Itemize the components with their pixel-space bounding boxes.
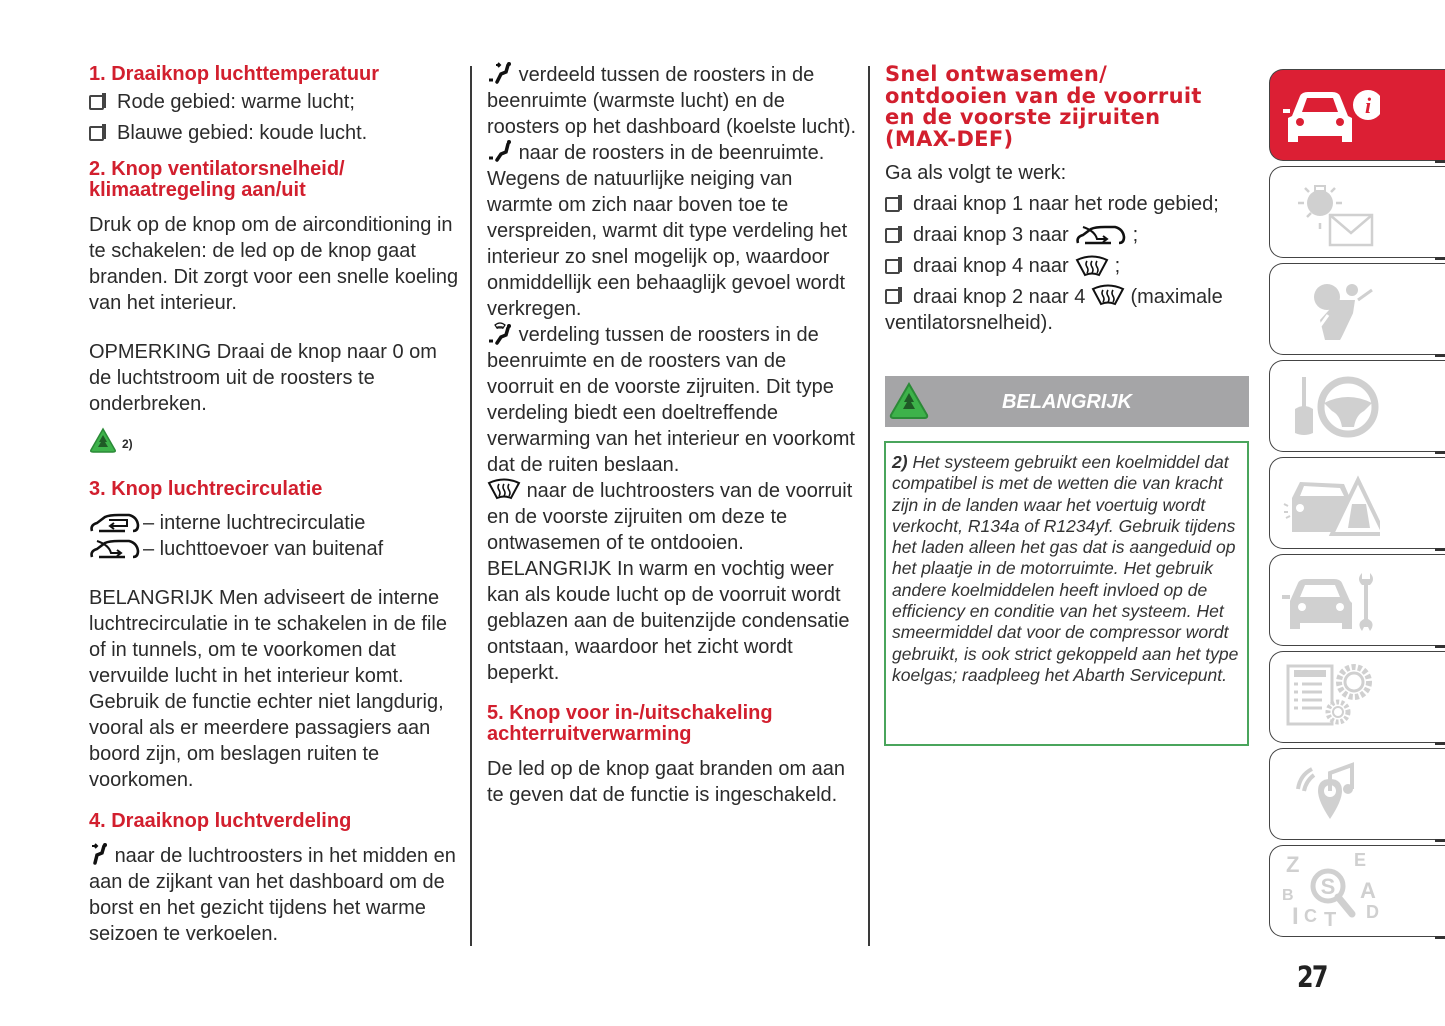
banner-title: BELANGRIJK [1001,391,1132,413]
section-heading: 4. Draaiknop luchtverdeling [89,810,352,832]
checkbox-bullet-icon [89,126,104,141]
section-heading: 3. Knop luchtrecirculatie [89,478,323,500]
note-paragraph: OPMERKING Draai de knop naar 0 om de luchtstroom uit de roosters te onderbreken. [89,341,437,415]
list-item: draai knop 4 naar ; [885,253,1251,279]
important-paragraph: BELANGRIJK Men adviseert de interne luchtrecirculatie in te schakelen in de file of in tunnels, om te voorkomen dat vervuilde lucht in het interieur komt. Gebruik de functie echter niet langdurig, vooral als er meerdere passagiers aan boord zijn, om beslagen ruiten te voorkomen. [89,587,447,791]
tab-dashboard-lights[interactable] [1269,166,1445,258]
tab-car-info[interactable] [1269,69,1445,161]
tab-technical-data[interactable] [1269,651,1445,743]
section-heading: 1. Draaiknop luchttemperatuur [89,63,380,85]
list-item: – interne luchtrecirculatie [89,510,459,536]
tab-starting-driving[interactable] [1269,360,1445,452]
checkbox-bullet-icon [885,197,900,212]
face-feet-vent-icon [487,62,513,84]
paragraph: verdeeld tussen de roosters in de beenruimte (warmste lucht) en de roosters op het dashboard (koelste lucht). [487,62,857,140]
column-3 [885,62,1251,336]
checkbox-bullet-icon [885,228,900,243]
paragraph: Ga als volgt te werk: [885,162,1067,184]
warning-light-message-icon [1280,173,1380,253]
column-divider [868,66,870,946]
important-paragraph: BELANGRIJK In warm en vochtig weer kan als koude lucht op de voorruit wordt geblazen aan de buitenzijde condensatie ontstaan, waardoor het zicht wordt beperkt. [487,558,850,684]
note-text: 2) Het systeem gebruikt een koelmiddel dat compatibel is met de wetten die van kracht zijn in de landen waar het voertuig wordt verkocht, R134a of R1234yf. Gebruik tijdens het laden alleen het gas dat is aangeduid op het plaatje in de motorruimte. Het gebruik andere koelmiddelen heeft invloed op de efficiency en conditie van het systeem. Het smeermiddel dat voor de compressor wordt gebruikt, is ook strict gekoppeld aan het type koelgas; raadpleeg het Abarth Servicepunt. [892,452,1239,685]
windscreen-defrost-icon [487,478,521,500]
warning-reference: 2) [89,427,459,453]
feet-vent-icon [487,140,513,162]
paragraph: Druk op de knop om de airconditioning in te schakelen: de led op de knop gaat branden. Dit zorgt voor een snelle koeling van het interieur. [89,214,459,314]
svg-text:B: B [1282,887,1294,904]
checkbox-bullet-icon [885,289,900,304]
alphabet-search-icon [1280,852,1380,932]
section-heading: Snel ontwasemen/ ontdooien van de voorruit en de voorste zijruiten (MAX-DEF) [885,62,1202,151]
tab-maintenance[interactable] [1269,554,1445,646]
airbag-seatbelt-icon [1280,270,1380,350]
page-number: 27 [1297,960,1327,994]
svg-text:E: E [1354,852,1367,870]
svg-text:T: T [1324,909,1337,927]
column-2 [487,62,857,808]
checkbox-bullet-icon [89,95,104,110]
car-info-icon [1280,76,1380,156]
column-1 [89,62,459,947]
list-gears-icon [1280,658,1380,738]
paragraph: naar de luchtroosters in het midden en aan de zijkant van het dashboard om de borst en het gezicht tijdens het warme seizoen te verkoelen. [89,843,459,947]
tab-index[interactable] [1269,845,1445,937]
recirculation-icon [89,511,141,535]
section-heading: 5. Knop voor in-/uitschakeling achterruitverwarming [487,702,773,745]
svg-text:I: I [1292,903,1299,927]
accident-warning-icon [1280,464,1380,544]
outside-air-icon [89,537,141,561]
paragraph: naar de luchtroosters van de voorruit en de voorste zijruiten om deze te ontwasemen of te ontdooien. [487,478,857,556]
windscreen-defrost-icon [1091,284,1125,306]
windscreen-defrost-icon [1075,255,1109,277]
checkbox-bullet-icon [885,259,900,274]
list-item: draai knop 1 naar het rode gebied; [885,191,1251,217]
car-wrench-icon [1280,561,1380,641]
list-item: Rode gebied: warme lucht; [89,89,459,115]
section-heading: 2. Knop ventilatorsnelheid/ klimaatregeling aan/uit [89,158,345,201]
svg-text:C: C [1304,906,1317,926]
column-divider [470,66,472,946]
paragraph: De led op de knop gaat branden om aan te geven dat de functie is ingeschakeld. [487,758,846,806]
svg-text:Z: Z [1286,852,1300,877]
list-item: draai knop 3 naar ; [885,222,1251,248]
svg-text:D: D [1366,902,1379,922]
feet-windscreen-vent-icon [487,321,513,345]
tab-emergency[interactable] [1269,457,1445,549]
key-steering-wheel-icon [1280,367,1380,447]
tab-multimedia[interactable] [1269,748,1445,840]
list-item: – luchttoevoer van buitenaf [89,536,459,562]
environment-warning-icon [89,427,117,453]
outside-air-icon [1075,223,1127,247]
paragraph: naar de roosters in de beenruimte. Wegens de natuurlijke neiging van warmte om zich naar boven toe te verspreiden, warmt dit type verdeling het interieur zo snel mogelijk op, waardoor onmiddellijk een behaaglijk gevoel wordt verkregen. [487,140,857,322]
warning-note [884,441,1249,746]
paragraph: verdeling tussen de roosters in de beenruimte en de roosters van de voorruit en de voorste zijruiten. Dit type verdeling biedt een doeltreffende verwarming van het interieur en voorkomt dat de ruiten beslaan. [487,322,857,478]
tab-safety[interactable] [1269,263,1445,355]
list-item: draai knop 2 naar 4 (maximale ventilatorsnelheid). [885,284,1251,336]
important-banner [885,376,1249,427]
list-item: Blauwe gebied: koude lucht. [89,120,459,146]
svg-text:S: S [1320,874,1336,899]
svg-text:A: A [1360,878,1376,903]
music-location-icon [1280,755,1380,835]
face-vent-icon [89,843,109,865]
svg-text:i: i [1364,93,1372,118]
